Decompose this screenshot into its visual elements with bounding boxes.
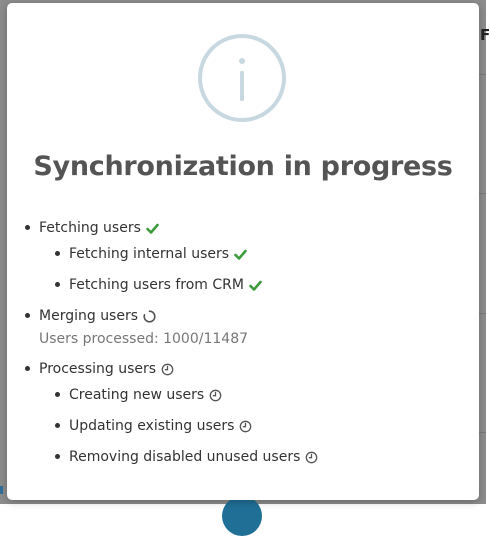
step-label: Fetching internal users — [69, 246, 230, 262]
background-divider — [478, 432, 486, 433]
step-label: Removing disabled unused users — [69, 449, 301, 465]
step-label: Processing users — [39, 361, 157, 377]
users-processed-counter: Users processed: 1000/11487 — [39, 331, 249, 347]
step-label: Fetching users from CRM — [69, 277, 244, 293]
checkmark-icon — [249, 279, 262, 292]
step-fetching-internal-users — [54, 242, 318, 266]
sync-progress-modal — [7, 3, 479, 500]
step-processing-users — [24, 357, 318, 469]
checkmark-icon — [146, 222, 159, 235]
background-divider — [478, 313, 486, 314]
substeps-list — [39, 383, 318, 469]
step-fetching-users-from-crm — [54, 273, 318, 297]
clock-icon — [209, 389, 222, 402]
step-label: Merging users — [39, 308, 139, 324]
background-header-text: F — [480, 26, 490, 44]
modal-title: Synchronization in progress — [33, 151, 453, 182]
info-icon — [198, 34, 286, 122]
background-divider — [478, 193, 486, 194]
sync-steps-list — [24, 216, 318, 469]
checkmark-icon — [234, 248, 247, 261]
step-merging-users — [24, 304, 318, 350]
clock-icon — [305, 451, 318, 464]
step-fetching-users — [24, 216, 318, 297]
step-creating-new-users — [54, 383, 318, 407]
step-label: Updating existing users — [69, 418, 235, 434]
substeps-list — [39, 242, 318, 297]
step-label: Fetching users — [39, 220, 141, 236]
clock-icon — [239, 420, 252, 433]
background-action-button — [222, 496, 262, 536]
spinner-icon — [143, 310, 156, 323]
background-divider — [478, 74, 486, 75]
step-removing-disabled-unused-users — [54, 445, 318, 469]
step-updating-existing-users — [54, 414, 318, 438]
step-label: Creating new users — [69, 387, 205, 403]
clock-icon — [161, 363, 174, 376]
background-left-edge — [0, 486, 3, 494]
